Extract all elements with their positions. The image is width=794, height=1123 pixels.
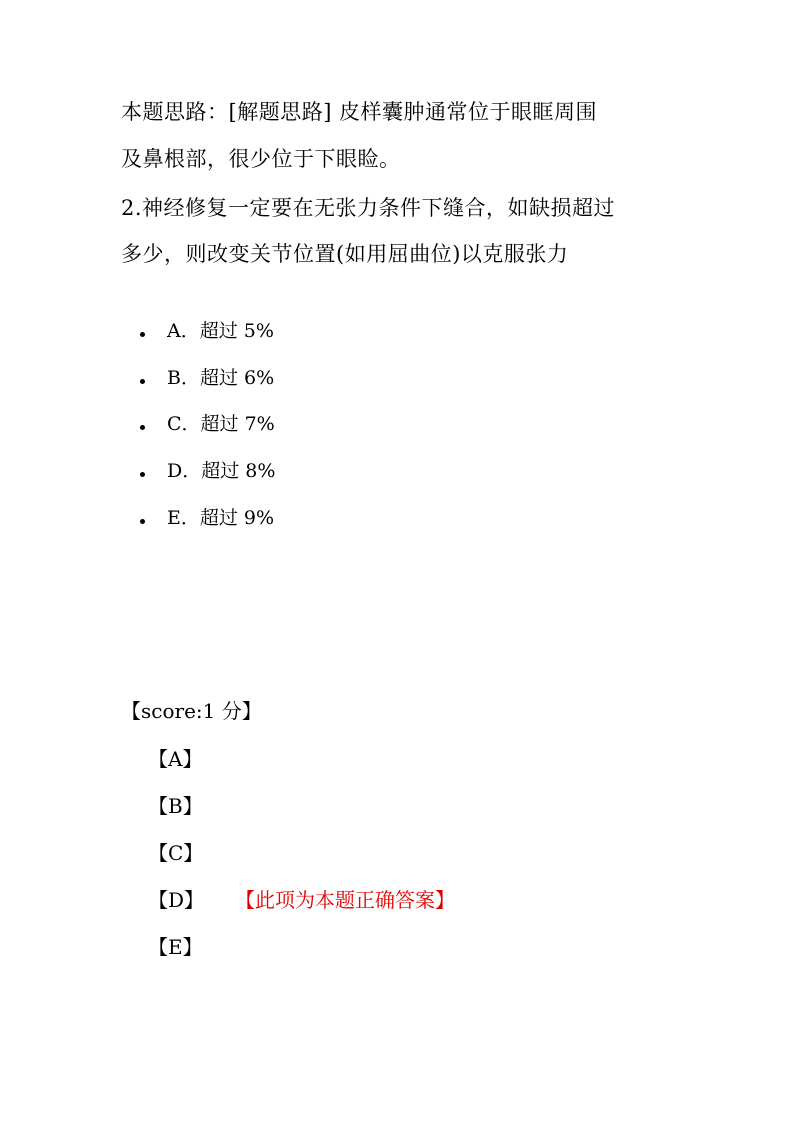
correct-answer-note: 【此项为本题正确答案】	[235, 888, 455, 912]
bullet-icon	[140, 472, 145, 477]
bullet-icon	[140, 379, 145, 384]
option-list	[140, 306, 275, 539]
option-label: A．超过 5%	[167, 319, 274, 342]
option-d	[140, 446, 275, 493]
option-b	[140, 353, 275, 400]
score-label: 【score:1 分】	[121, 699, 262, 723]
bullet-icon	[140, 332, 145, 337]
option-c	[140, 399, 275, 446]
explanation-line-2: 及鼻根部，很少位于下眼睑。	[121, 147, 401, 171]
answer-b	[148, 794, 455, 841]
option-a	[140, 306, 275, 353]
option-label: E．超过 9%	[167, 506, 275, 529]
question-line-2: 多少，则改变关节位置(如用屈曲位)以克服张力	[121, 242, 569, 266]
explanation-line-1: 本题思路：[解题思路] 皮样囊肿通常位于眼眶周围	[121, 100, 598, 124]
answer-letter: 【D】	[148, 888, 205, 912]
bullet-icon	[140, 519, 145, 524]
option-e	[140, 493, 275, 540]
option-label: B．超过 6%	[167, 366, 275, 389]
option-label: C．超过 7%	[167, 413, 275, 436]
answer-letter: 【C】	[148, 841, 204, 865]
bullet-icon	[140, 425, 145, 430]
answer-a	[148, 747, 455, 794]
question-line-1: 2.神经修复一定要在无张力条件下缝合，如缺损超过	[121, 196, 616, 220]
answer-letter: 【B】	[148, 794, 203, 818]
answer-d	[148, 888, 455, 935]
answer-c	[148, 841, 455, 888]
answer-e	[148, 935, 455, 982]
option-label: D．超过 8%	[167, 459, 276, 482]
answer-list	[148, 747, 455, 982]
answer-letter: 【A】	[148, 747, 203, 771]
answer-letter: 【E】	[148, 935, 203, 959]
